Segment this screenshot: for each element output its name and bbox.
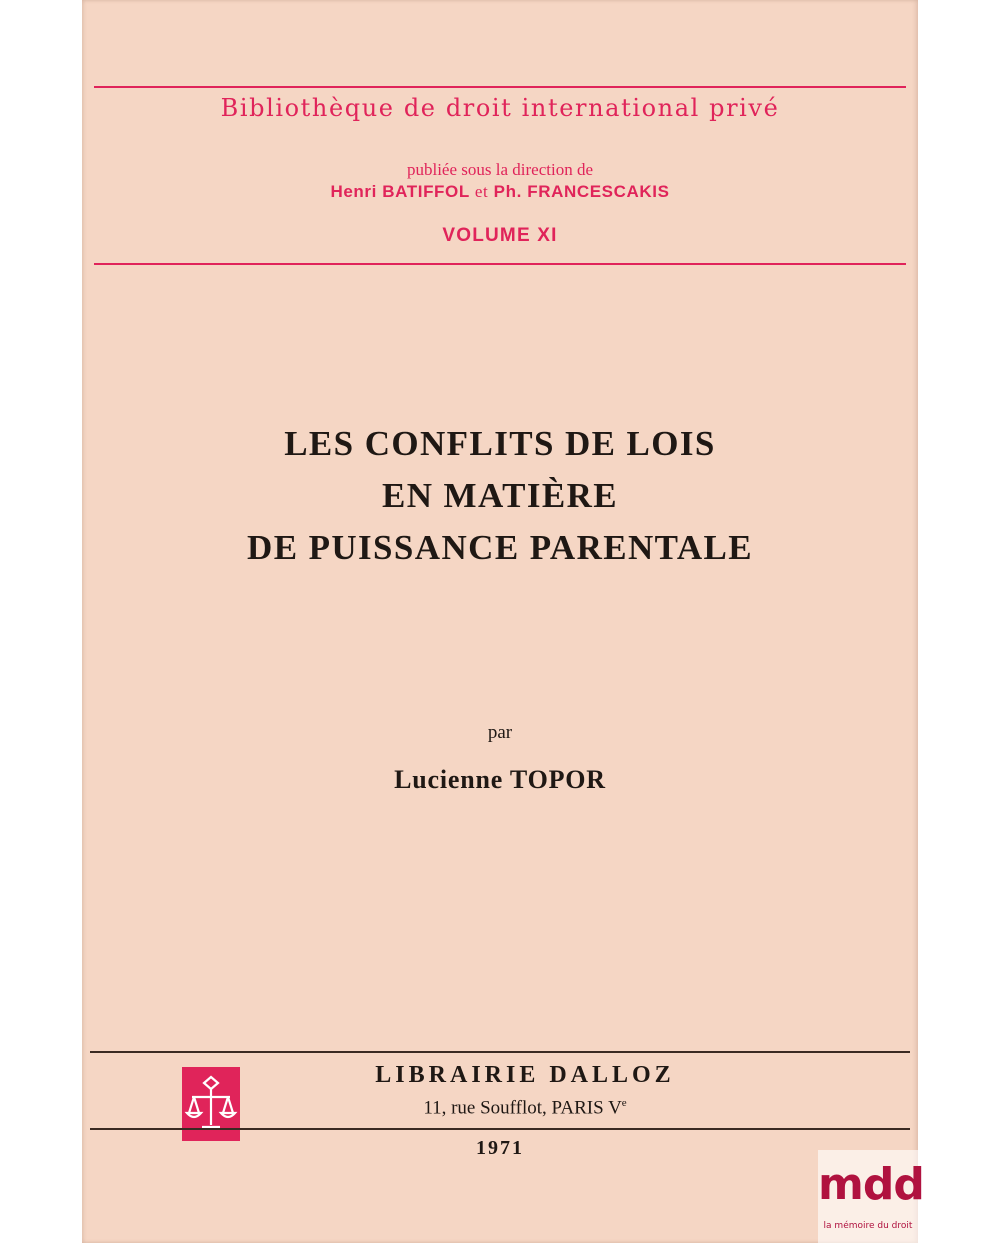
title-line: DE PUISSANCE PARENTALE xyxy=(247,528,753,567)
volume-number: VOLUME XI xyxy=(442,225,558,246)
book-cover xyxy=(82,0,924,1243)
publisher-name: LIBRAIRIE DALLOZ xyxy=(375,1062,675,1088)
director-1-first: Henri xyxy=(330,182,377,201)
published-by-line: publiée sous la direction de xyxy=(406,160,593,179)
publisher-bottom-divider xyxy=(90,1128,910,1130)
address-main: 11, rue Soufflot, PARIS V xyxy=(423,1097,622,1119)
series-title: Bibliothèque de droit international privé xyxy=(220,94,780,122)
book-title xyxy=(82,418,918,574)
address-superscript: e xyxy=(621,1097,627,1109)
publisher-top-divider xyxy=(90,1051,910,1053)
author-name: Lucienne TOPOR xyxy=(394,765,606,794)
mdd-mark: mdd xyxy=(818,1159,924,1210)
title-line: EN MATIÈRE xyxy=(381,476,618,515)
mdd-tagline: la mémoire du droit xyxy=(823,1221,913,1231)
publication-year: 1971 xyxy=(476,1137,524,1159)
director-2-first: Ph. xyxy=(493,182,522,201)
title-line: LES CONFLITS DE LOIS xyxy=(284,424,716,463)
director-1-last: BATIFFOL xyxy=(382,182,470,201)
director-2-last: FRANCESCAKIS xyxy=(527,182,670,201)
mdd-watermark-logo xyxy=(818,1150,924,1243)
series-directors xyxy=(82,182,918,202)
by-label: par xyxy=(487,722,513,743)
series-divider xyxy=(94,263,906,265)
publisher-address xyxy=(82,1097,918,1119)
director-joiner: et xyxy=(474,182,489,201)
top-divider xyxy=(94,86,906,88)
